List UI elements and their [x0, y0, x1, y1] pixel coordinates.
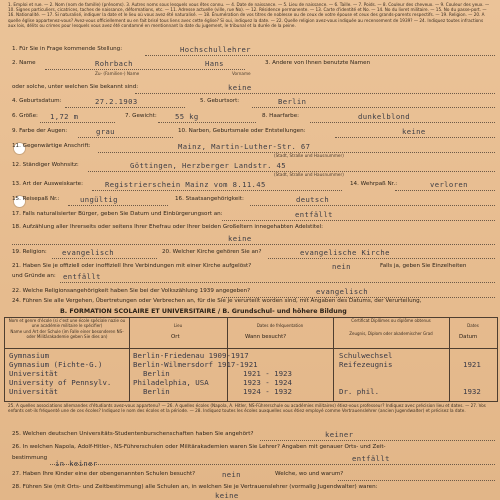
table-header-divider [5, 348, 497, 349]
french-instructions: 1. Emploi et rue. — 2. Nom (nom de famille) (prénoms). 3. Autres noms sous lesquels vous êtes connu. — 4. Date de naissance. — 5. Lieu de naissance. — 6. Taille. — 7. Poids. — 8. Couleur des cheveux. — 9. Couleur des yeux. — 10. Signes particuliers, cicatrices, taches de naissance, déformations, etc. — 11. Adresse actuelle (ville, rue No). — 12. Résidence permanente. — 13. Carte d'identité et No. — 14. No du livret militaire. — 15. No du passe-port. — 16. Nationalité. — 17. Si naturalisé, indiquer la date et le lieu où vous avez été naturalisé. — 18. Énumération de vos titres de noblesse ou de ceux de votre épouse et ceux des grands-parents respectifs. — 19. Religion. — 20. A quelle église appartenez-vous? Avez-vous officiellement ou en fait brisé tous liens avec cette église? Si oui, indiquez la date. — 22. Quelle religion avez-vous indiquée au recensement de 1939? — 24. Indiquez toutes infractions aux lois, délits ou crimes pour lesquels vous avez été condamné en mentionnant la date du jugement, le tribunal et la durée de la peine. [8, 2, 490, 28]
q13-label: 13. Art der Ausweiskarte: [12, 181, 84, 187]
col2-header-de: Ort [171, 334, 180, 340]
q7-answer: 55 kg [175, 112, 199, 121]
q10-line [335, 137, 495, 138]
col3-header-fr: Dates de fréquentation [256, 323, 304, 328]
school-date: 1921 [463, 360, 481, 369]
q14-line [395, 190, 495, 191]
q21-cont-answer: entfällt [63, 272, 101, 281]
q16-answer: deutsch [296, 195, 330, 204]
q28-label: 28. Führen Sie (mit Orts- und Zeitbestimmung) alle Schulen an, in welchen Sie je Vertrauenslehrer (vormalig Jugendwalter) waren: [12, 484, 378, 490]
school-name: Gymnasium [9, 351, 50, 360]
q2-hint-firstname: Vorname [232, 71, 251, 76]
q19-line [52, 258, 157, 259]
q1-answer: Hochschullehrer [180, 45, 251, 54]
q1-label: 1. Für Sie in Frage kommende Stellung: [12, 46, 123, 52]
q26-label: 26. In welchen Napola, Adolf-Hitler-, NS-Führerschulen oder Militärakademien waren Sie Lehrer? Angaben mit genauer Orts- und Zeit- [12, 444, 386, 450]
q25-line [260, 440, 495, 441]
q26-cont-label: bestimmung [12, 455, 48, 461]
q3-label: 3. Andere von Ihnen benutzte Namen [265, 60, 371, 66]
q8-label: 8. Haarfarbe: [262, 113, 300, 119]
col3-header-de: Wann besucht? [245, 334, 287, 340]
q11-answer: Mainz, Martin-Luther-Str. 67 [178, 142, 311, 151]
q12-answer: Göttingen, Herzberger Landstr. 45 [130, 161, 286, 170]
education-table [4, 317, 498, 402]
q20-answer: evangelische Kirche [300, 248, 390, 257]
school-name: Universität [9, 369, 58, 378]
q12-hint: (Stadt, Straße und Hausnummer) [274, 172, 344, 177]
school-dates: 1921 - 1923 [243, 369, 292, 378]
q22-label: 22. Welche Religionsangehörigkeit haben Sie bei der Volkszählung 1939 angegeben? [12, 288, 251, 294]
q28-answer: keine [215, 491, 239, 500]
q2-firstname: Hans [205, 59, 224, 68]
col2-header-fr: Lieu [173, 323, 183, 328]
q2-label: 2. Name [12, 60, 36, 66]
q13-line [92, 190, 342, 191]
q3-line [135, 93, 495, 94]
table-col-divider [129, 318, 130, 401]
q1-line [145, 55, 495, 56]
q26-answer-2: entfällt [352, 454, 390, 463]
q10-label: 10. Narben, Geburtsmale oder Entstellungen: [178, 128, 306, 134]
q3-answer: keine [228, 83, 252, 92]
school-place: Philadelphia, USA [133, 378, 209, 387]
q26-answer: in keiner [55, 459, 98, 468]
q11-hint: (Stadt, Straße und Hausnummer) [274, 153, 344, 158]
school-place: Berlin-Wilmersdorf 1917-1921 [133, 360, 258, 369]
q21-answer: nein [332, 262, 351, 271]
school-place: Berlin [143, 369, 170, 378]
q27-answer: nein [222, 470, 241, 479]
col5-header-de: Datum [459, 334, 478, 340]
q4-answer: 27.2.1903 [95, 97, 138, 106]
q2-line [45, 69, 245, 70]
section-b-heading: B. FORMATION SCOLAIRE ET UNIVERSITAIRE / B. Grundschul- und höhere Bildung [60, 308, 347, 315]
col5-header-fr: Dates [467, 323, 479, 328]
q7-label: 7. Gewicht: [125, 113, 157, 119]
q2-surname: Rohrbach [95, 59, 133, 68]
q19-label: 19. Religion: [12, 249, 47, 255]
q15-answer: ungültig [80, 195, 118, 204]
school-date: 1932 [463, 387, 481, 396]
q17-answer: entfällt [295, 210, 333, 219]
q18-answer: keine [228, 234, 252, 243]
q15-line [68, 205, 168, 206]
q11-label: 11. Gegenwärtige Anschrift: [12, 143, 91, 149]
q27-followup: Welche, wo und warum? [275, 471, 344, 477]
school-name: Universität [9, 387, 58, 396]
q21-cont-label: und Gründe an: [12, 273, 56, 279]
school-certificate: Reifezeugnis [339, 360, 393, 369]
q18-label: 18. Aufzählung aller Ihrerseits oder seitens Ihrer Ehefrau oder Ihrer beiden Großeltern innegehabten Adelstitel: [12, 224, 323, 230]
q20-label: 20. Welcher Kirche gehören Sie an? [162, 249, 262, 255]
q25-label: 25. Welchen deutschen Universitäts-Studentenburschenschaften haben Sie angehört? [12, 431, 254, 437]
q15-label: 15. Reisepaß Nr.: [12, 196, 60, 202]
col1-header-fr: Nom et genre d'école (si c'est une école spéciale nazie ou une académie militaire le spécifier) [8, 318, 126, 328]
q27-line [338, 480, 495, 481]
q17-label: 17. Falls naturalisierter Bürger, geben Sie Datum und Einbürgerungsort an: [12, 211, 223, 217]
q8-line [310, 122, 495, 123]
french-instructions-b: 25. A quelles associations allemandes d'étudiants avez-vous appartenu? — 26. A quelles écoles (Napola, A. Hitler, NS-Führerschule ou académies militaires) étiez-vous professeur? Indiquez avec précision lieu et dates. — 27. Vos enfants ont-ils fréquenté une de ces écoles? Indiquez le nom des écoles et la période. — 28. Indiquez toutes les écoles auxquelles vous étiez employé comme Vertrauenslehrer (ancien Jugendwalter) et précisez la date. [8, 403, 486, 414]
school-certificate: Schulwechsel [339, 351, 393, 360]
q9-answer: grau [96, 127, 115, 136]
q16-line [250, 205, 495, 206]
q16-label: 16. Staatsangehörigkeit: [175, 196, 244, 202]
q5-line [252, 107, 495, 108]
q6-answer: 1,72 m [50, 112, 79, 121]
q2-hint-surname: Zu- (Familien-) Name [95, 71, 140, 76]
col4-header-de: Zeugnis, Diplom oder akademischer Grad [349, 331, 433, 336]
school-place: Berlin [143, 387, 170, 396]
table-col-divider [333, 318, 334, 401]
q26-line [50, 464, 495, 465]
q6-line [40, 122, 115, 123]
q5-answer: Berlin [278, 97, 307, 106]
q21-line [60, 282, 495, 283]
q27-label: 27. Haben Ihre Kinder eine der obengenannten Schulen besucht? [12, 471, 196, 477]
q8-answer: dunkelblond [358, 112, 410, 121]
q25-answer: keiner [325, 430, 354, 439]
q12-label: 12. Ständiger Wohnsitz: [12, 162, 79, 168]
col4-header-fr: Certificat Diplômes ou diplôme obtenus [351, 318, 431, 323]
q4-line [65, 107, 185, 108]
q5-label: 5. Geburtsort: [200, 98, 240, 104]
q9-line [78, 137, 173, 138]
q18-line [12, 244, 495, 245]
q19-answer: evangelisch [62, 248, 114, 257]
q6-label: 6. Größe: [12, 113, 38, 119]
q22-answer: evangelisch [316, 287, 368, 296]
q14-label: 14. Wehrpaß Nr.: [350, 181, 398, 187]
q10-answer: keine [402, 127, 426, 136]
school-name: University of Pennsylv. [9, 378, 112, 387]
school-dates: 1923 - 1924 [243, 378, 292, 387]
q13-answer: Registrierschein Mainz vom 8.11.45 [105, 180, 266, 189]
school-name: Gymnasium (Fichte-G.) [9, 360, 103, 369]
table-col-divider [449, 318, 450, 401]
q4-label: 4. Geburtsdatum: [12, 98, 62, 104]
q14-answer: verloren [430, 180, 468, 189]
q7-line [158, 122, 256, 123]
q21-followup: Falls ja, geben Sie Einzelheiten [380, 263, 467, 269]
col1-header-de: Name und Art der Schule (im Falle einer besonderen NS- oder Militärakademie geben Sie dies an) [10, 329, 124, 339]
q24-label: 24. Führen Sie alle Vergehen, Übertretungen oder Verbrechen an, für die Sie je verurteilt worden sind, mit Angaben des Datums, der Verurteilung, [12, 298, 422, 304]
school-certificate: Dr. phil. [339, 387, 380, 396]
q9-label: 9. Farbe der Augen: [12, 128, 68, 134]
q3-cont-label: oder solche, unter welchen Sie bekannt sind: [12, 84, 139, 90]
q17-line [222, 220, 495, 221]
q20-line [268, 258, 495, 259]
school-dates: 1924 - 1932 [243, 387, 292, 396]
school-place: Berlin-Friedenau 1909-1917 [133, 351, 249, 360]
q21-label: 21. Haben Sie je offiziell oder inoffiziell Ihre Verbindungen mit einer Kirche aufgelöst? [12, 263, 252, 269]
